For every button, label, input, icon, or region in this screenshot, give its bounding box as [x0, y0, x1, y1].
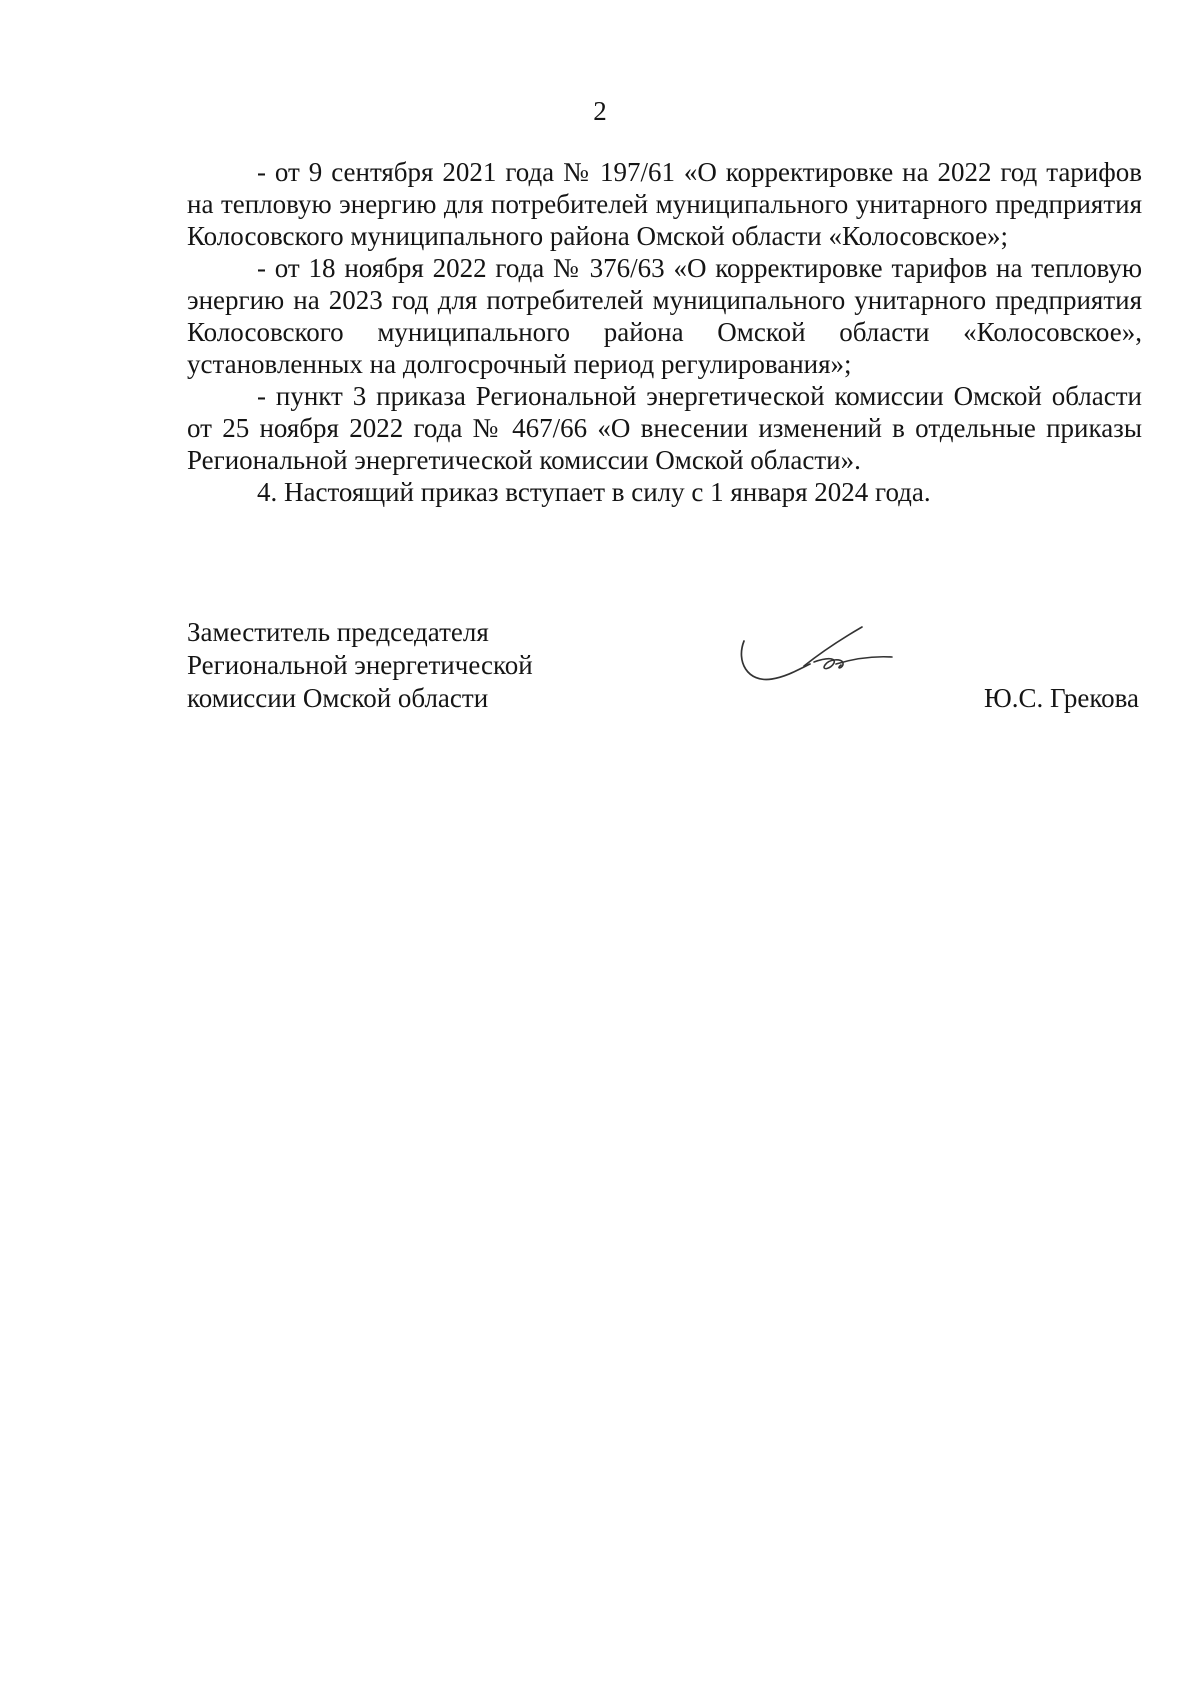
signer-position-line: Региональной энергетической — [187, 650, 533, 680]
paragraph-effective-date: 4. Настоящий приказ вступает в силу с 1 января 2024 года. — [257, 477, 931, 507]
paragraph-order-467-66: - пункт 3 приказа Региональной энергетической комиссии Омской области от 25 ноября 2022 года № 467/66 «О внесении изменений в отдельные приказы Региональной энергетической комиссии Омской области». — [187, 381, 1142, 475]
signer-position — [187, 616, 617, 715]
handwritten-signature-icon — [730, 619, 900, 714]
page-number: 2 — [593, 96, 607, 126]
signer-position-line: комиссии Омской области — [187, 683, 489, 713]
paragraph-order-197-61: - от 9 сентября 2021 года № 197/61 «О корректировке на 2022 год тарифов на тепловую энергию для потребителей муниципального унитарного предприятия Колосовского муниципального района Омской области «Колосовское»; — [187, 157, 1142, 251]
paragraph-order-376-63: - от 18 ноября 2022 года № 376/63 «О корректировке тарифов на тепловую энергию на 2023 год для потребителей муниципального унитарного предприятия Колосовского муниципального района Омской области «Колосовское», установленных на долгосрочный период регулирования»; — [187, 253, 1142, 379]
order-body — [187, 156, 1142, 508]
signer-name: Ю.С. Грекова — [983, 683, 1139, 713]
signature-block — [187, 616, 1142, 726]
signer-position-line: Заместитель председателя — [187, 617, 489, 647]
